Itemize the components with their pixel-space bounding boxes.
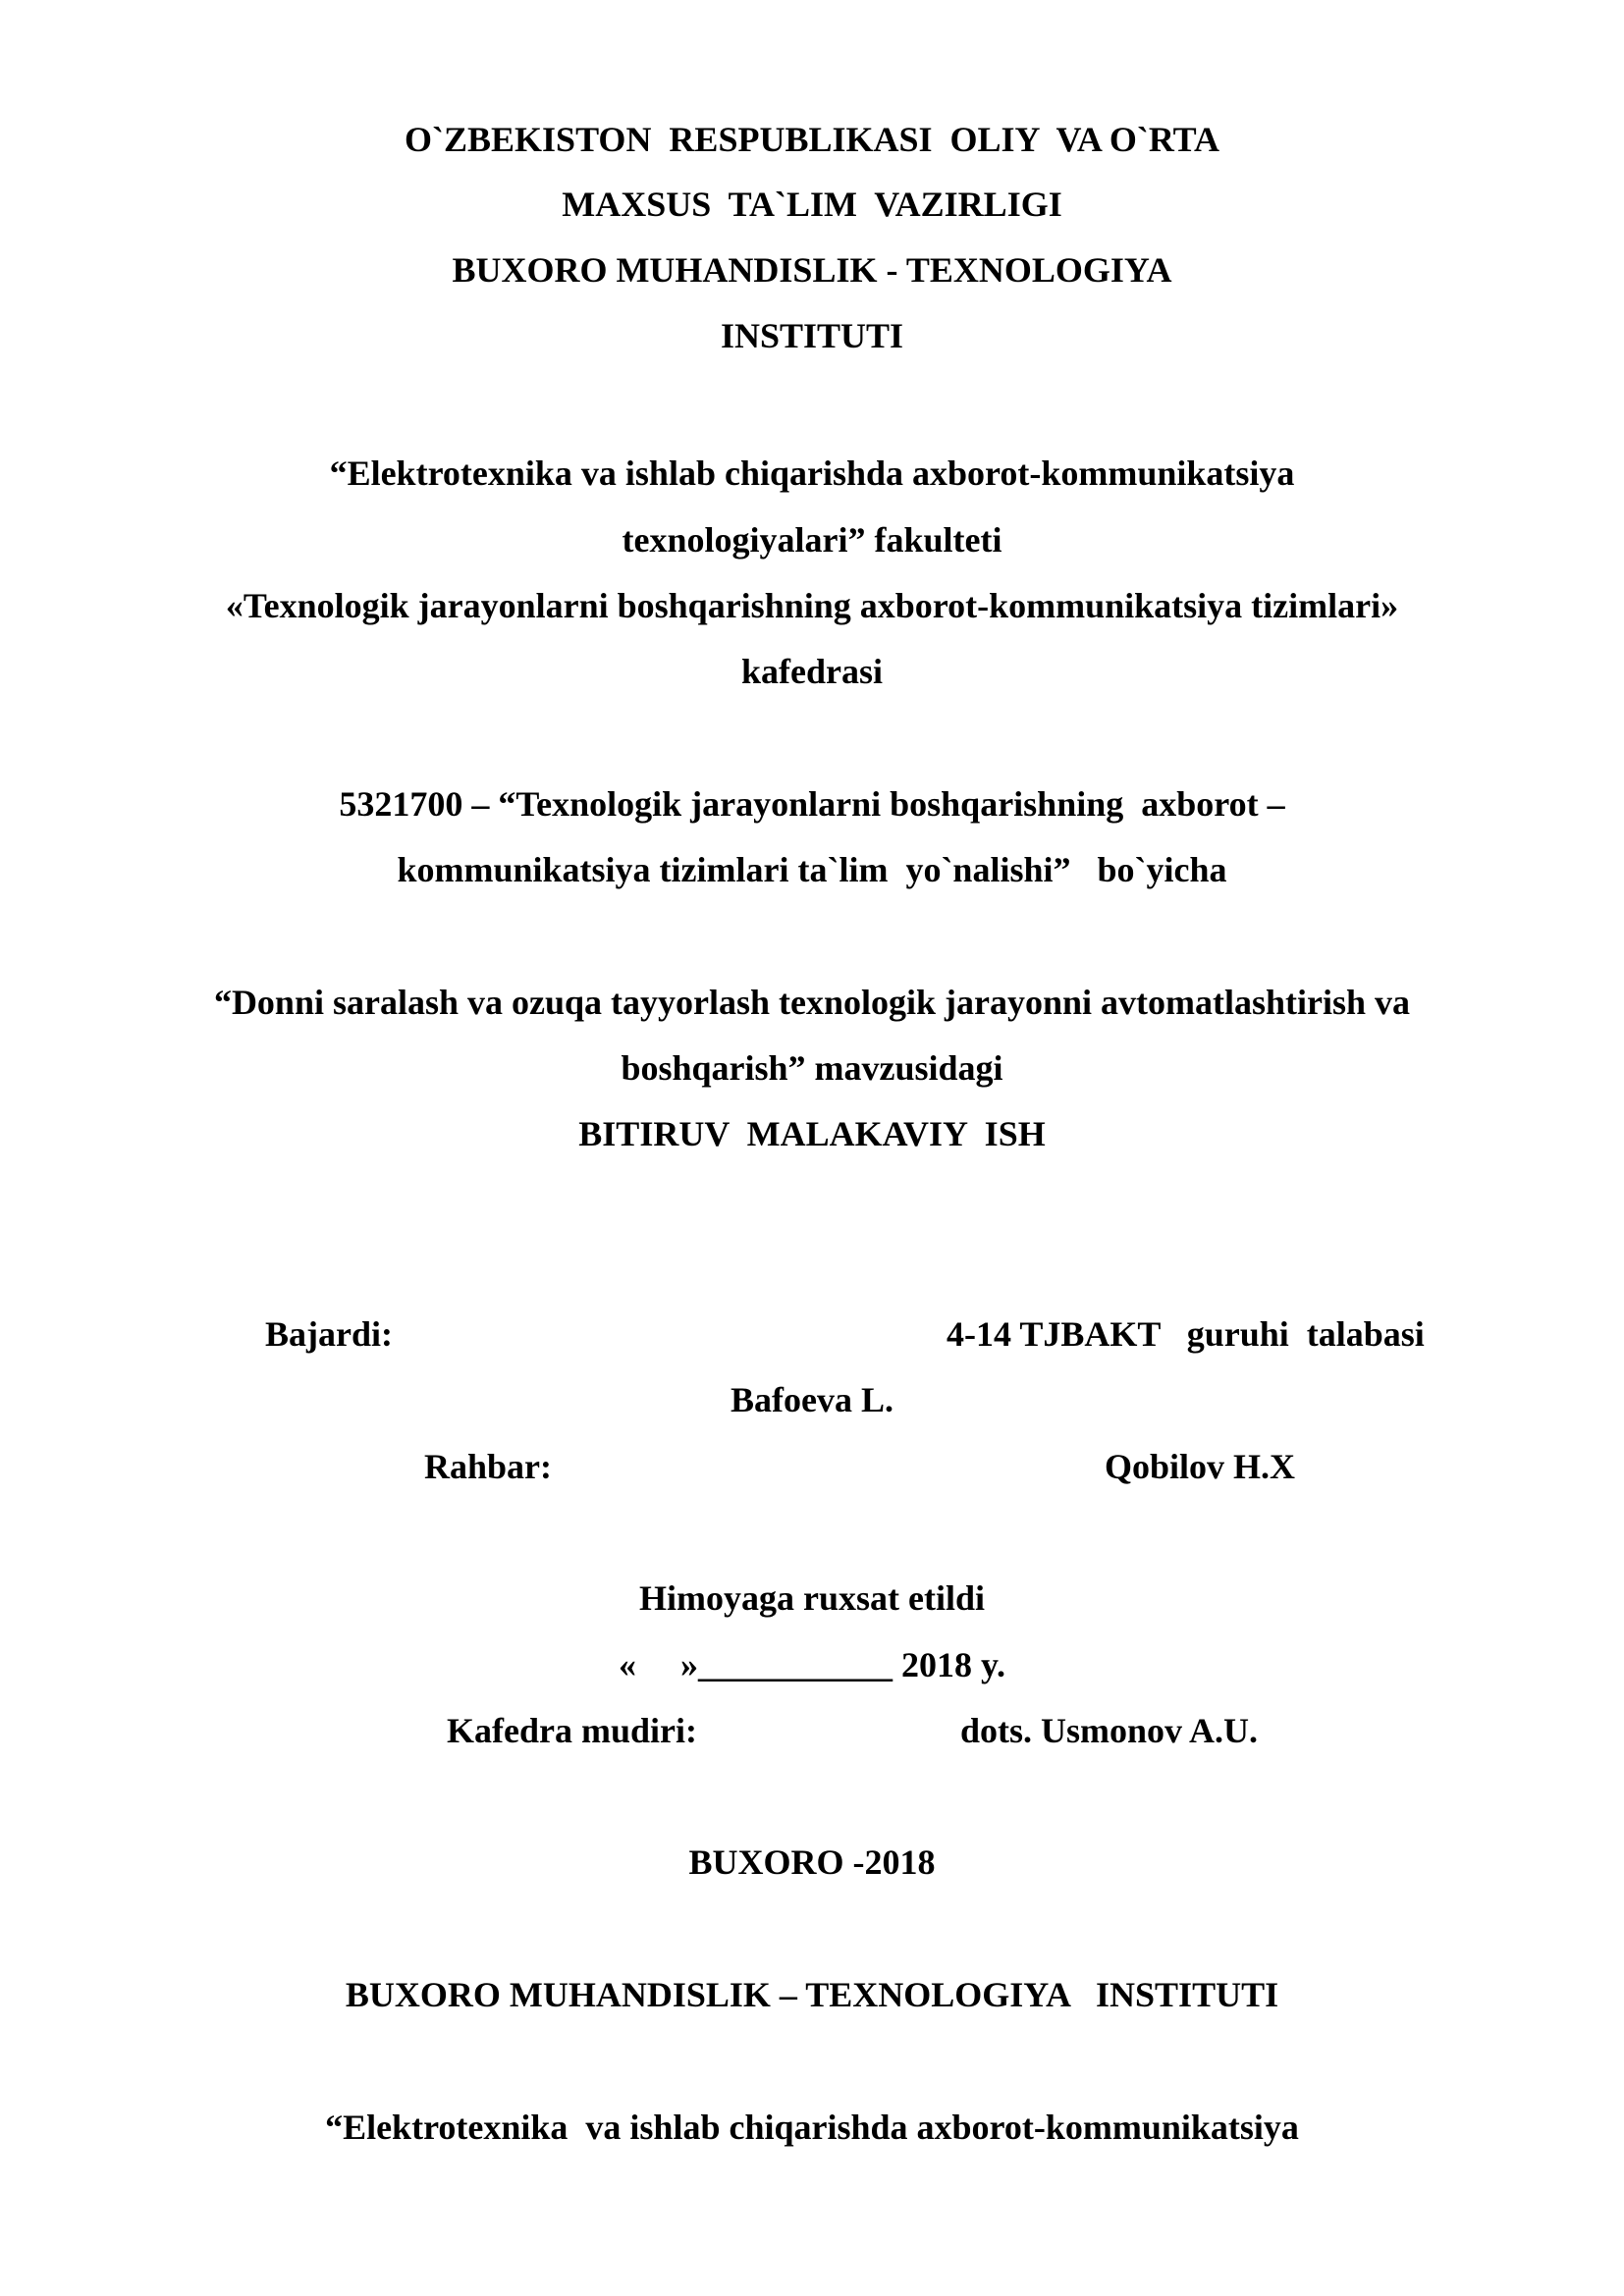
city-year: BUXORO -2018 (688, 1842, 936, 1882)
department-line-2: kafedrasi (741, 652, 883, 691)
performer-label: Bajardi: (265, 1314, 393, 1354)
direction-line-1: 5321700 – “Texnologik jarayonlarni boshqarishning axborot – (339, 784, 1285, 824)
faculty-line-2: texnologiyalari” fakulteti (622, 520, 1002, 560)
next-page-faculty-line-1: “Elektrotexnika va ishlab chiqarishda axborot-kommunikatsiya (325, 2108, 1299, 2147)
head-label: Kafedra mudiri: (447, 1711, 697, 1750)
institute-line-1: BUXORO MUHANDISLIK - TEXNOLOGIYA (452, 250, 1172, 290)
direction-line-2: kommunikatsiya tizimlari ta`lim yo`nalishi” bo`yicha (397, 850, 1227, 889)
approval-title: Himoyaga ruxsat etildi (639, 1578, 985, 1618)
faculty-line-1: “Elektrotexnika va ishlab chiqarishda axborot-kommunikatsiya (329, 454, 1295, 493)
topic-line-2: boshqarish” mavzusidagi (621, 1048, 1003, 1088)
head-name: dots. Usmonov A.U. (960, 1711, 1259, 1750)
ministry-line-1: O`ZBEKISTON RESPUBLIKASI OLIY VA O`RTA (405, 120, 1219, 159)
department-line-1: «Texnologik jarayonlarni boshqarishning axborot-kommunikatsiya tizimlari» (225, 586, 1399, 625)
next-page-institute: BUXORO MUHANDISLIK – TEXNOLOGIYA INSTITUTI (345, 1975, 1279, 2014)
performer-name: Bafoeva L. (731, 1380, 893, 1419)
performer-group: 4-14 TJBAKT guruhi talabasi (947, 1314, 1425, 1354)
approval-date-line: « »___________ 2018 y. (618, 1645, 1005, 1684)
work-type: BITIRUV MALAKAVIY ISH (578, 1114, 1046, 1153)
topic-line-1: “Donni saralash va ozuqa tayyorlash texnologik jarayonni avtomatlashtirish va (213, 983, 1411, 1022)
institute-line-2: INSTITUTI (720, 316, 904, 355)
supervisor-name: Qobilov H.X (1105, 1447, 1296, 1486)
ministry-line-2: MAXSUS TA`LIM VAZIRLIGI (562, 185, 1062, 224)
supervisor-label: Rahbar: (424, 1447, 553, 1486)
